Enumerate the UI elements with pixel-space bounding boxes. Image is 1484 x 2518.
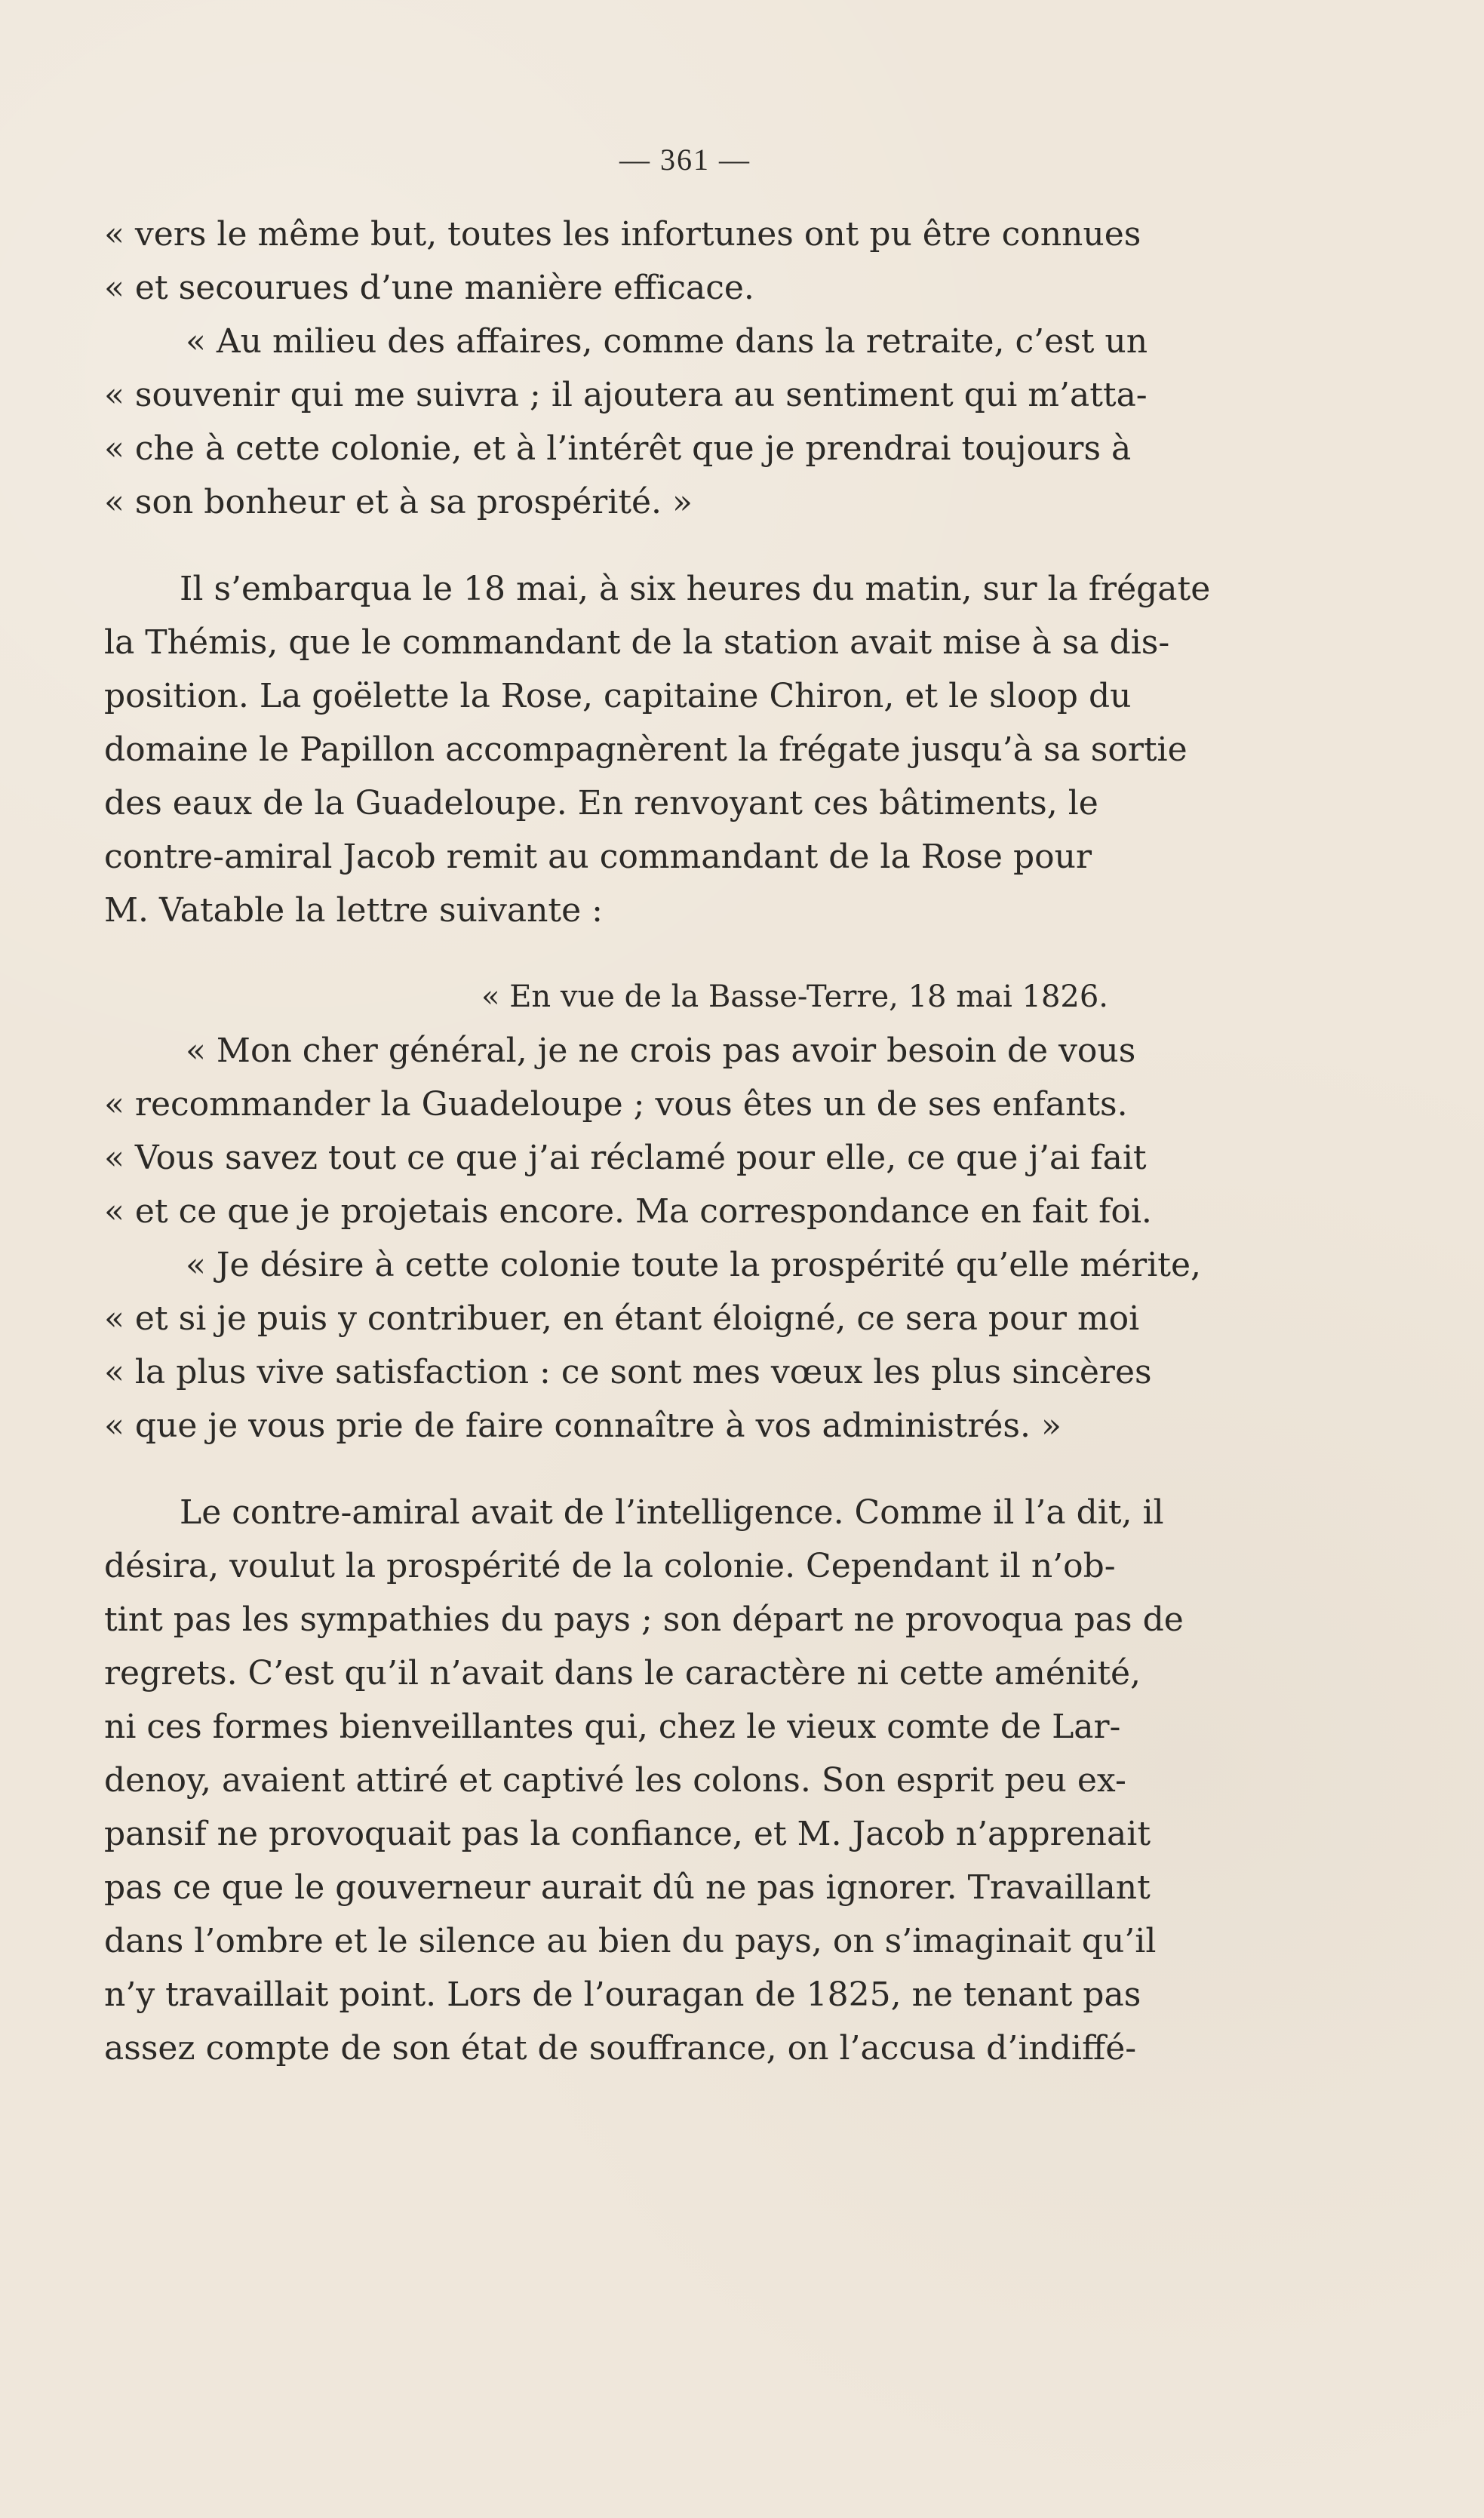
letter-line: « Je désire à cette colonie toute la prospérité qu’elle mérite,: [186, 1246, 1201, 1284]
paragraph-line: n’y travaillait point. Lors de l’ouragan de 1825, ne tenant pas: [104, 1975, 1141, 2014]
paragraph-line: des eaux de la Guadeloupe. En renvoyant ces bâtiments, le: [104, 784, 1098, 822]
paragraph-line: tint pas les sympathies du pays ; son départ ne provoqua pas de: [104, 1600, 1184, 1639]
paragraph-line: M. Vatable la lettre suivante :: [104, 891, 603, 930]
letter-line: « recommander la Guadeloupe ; vous êtes un de ses enfants.: [104, 1085, 1128, 1124]
quote-line: « son bonheur et à sa prospérité. »: [104, 483, 693, 521]
page-number: — 361 —: [619, 143, 751, 177]
quote-line: « che à cette colonie, et à l’intérêt que je prendrai toujours à: [104, 429, 1132, 468]
section-gap: [104, 937, 1266, 970]
paragraph-line: désira, voulut la prospérité de la colonie. Cependant il n’ob-: [104, 1547, 1116, 1585]
paragraph-line: regrets. C’est qu’il n’avait dans le caractère ni cette aménité,: [104, 1654, 1141, 1693]
quote-line: « et secourues d’une manière efficace.: [104, 269, 754, 307]
letter-line: « la plus vive satisfaction : ce sont mes vœux les plus sincères: [104, 1353, 1152, 1391]
quote-line: « vers le même but, toutes les infortunes ont pu être connues: [104, 215, 1141, 254]
section-gap: [104, 529, 1266, 562]
quote-line: « souvenir qui me suivra ; il ajoutera au sentiment qui m’atta-: [104, 376, 1148, 414]
quote-line: « Au milieu des affaires, comme dans la retraite, c’est un: [186, 322, 1148, 361]
paragraph-line: domaine le Papillon accompagnèrent la frégate jusqu’à sa sortie: [104, 730, 1188, 769]
paragraph-line: Le contre-amiral avait de l’intelligence. Comme il l’a dit, il: [180, 1493, 1164, 1532]
section-gap: [104, 1453, 1266, 1486]
paragraph-line: pansif ne provoquait pas la confiance, et M. Jacob n’apprenait: [104, 1815, 1151, 1853]
letter-block: [104, 1024, 1266, 1453]
letter-line: « et si je puis y contribuer, en étant éloigné, ce sera pour moi: [104, 1299, 1140, 1338]
letter-line: « que je vous prie de faire connaître à vos administrés. »: [104, 1407, 1062, 1445]
paragraph-line: ni ces formes bienveillantes qui, chez le vieux comte de Lar-: [104, 1708, 1121, 1746]
paragraph-line: contre-amiral Jacob remit au commandant de la Rose pour: [104, 838, 1092, 876]
letter-line: « et ce que je projetais encore. Ma correspondance en fait foi.: [104, 1192, 1152, 1231]
quote-block: [104, 208, 1266, 529]
paragraph-line: denoy, avaient attiré et captivé les colons. Son esprit peu ex-: [104, 1761, 1126, 1800]
paragraph-line: Il s’embarqua le 18 mai, à six heures du matin, sur la frégate: [180, 570, 1211, 608]
letter-date: « En vue de la Basse-Terre, 18 mai 1826.: [481, 979, 1109, 1014]
letter-line: « Vous savez tout ce que j’ai réclamé pour elle, ce que j’ai fait: [104, 1139, 1147, 1177]
paragraph-line: la Thémis, que le commandant de la station avait mise à sa dis-: [104, 623, 1170, 662]
paragraph-two: [104, 1486, 1266, 2075]
paragraph-line: assez compte de son état de souffrance, on l’accusa d’indiffé-: [104, 2029, 1137, 2068]
paragraph-one: [104, 562, 1266, 937]
paragraph-line: dans l’ombre et le silence au bien du pays, on s’imaginait qu’il: [104, 1922, 1157, 1960]
page-content: [104, 142, 1266, 2075]
paragraph-line: position. La goëlette la Rose, capitaine Chiron, et le sloop du: [104, 677, 1132, 715]
paragraph-line: pas ce que le gouverneur aurait dû ne pas ignorer. Travaillant: [104, 1868, 1151, 1907]
letter-line: « Mon cher général, je ne crois pas avoir besoin de vous: [186, 1031, 1136, 1070]
